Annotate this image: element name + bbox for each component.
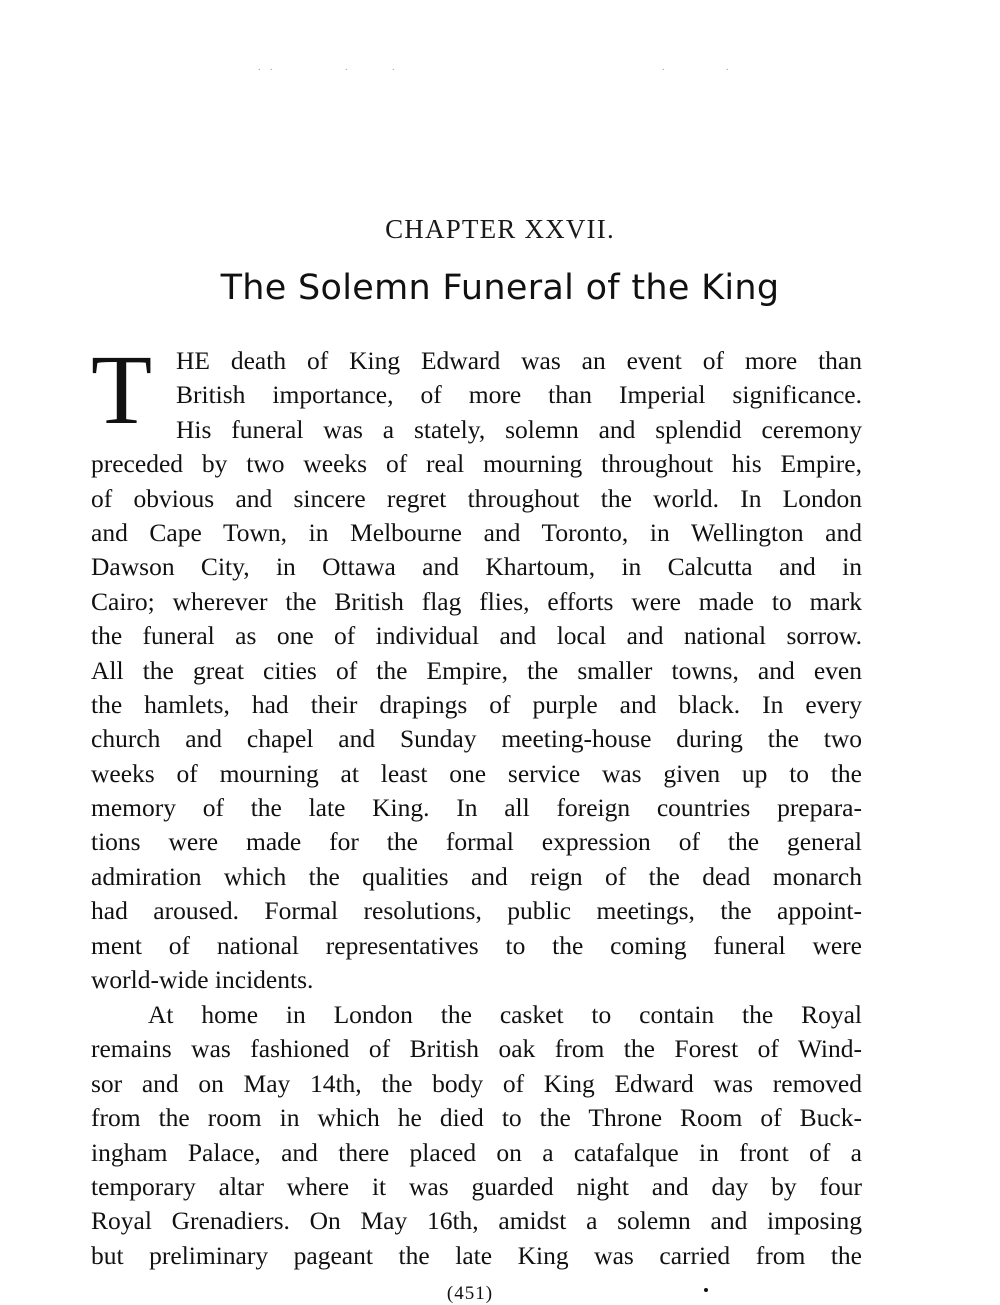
scan-marks: . . . . . .	[258, 62, 729, 73]
text-line: and Cape Town, in Melbourne and Toronto, in Wellington and	[91, 517, 862, 547]
text-line: of obvious and sincere regret throughout the world. In London	[91, 483, 862, 513]
text-line: preceded by two weeks of real mourning throughout his Empire,	[91, 449, 862, 479]
text-line: His funeral was a stately, solemn and splendid ceremony	[176, 414, 862, 444]
paragraph-2	[91, 998, 862, 1273]
text-line: remains was fashioned of British oak from the Forest of Wind-	[91, 1034, 862, 1064]
text-line: the funeral as one of individual and local and national sorrow.	[91, 621, 862, 651]
text-line: At home in London the casket to contain the Royal	[148, 1000, 862, 1029]
text-line: Dawson City, in Ottawa and Khartoum, in Calcutta and in	[91, 552, 862, 582]
text-line: memory of the late King. In all foreign countries prepara-	[91, 793, 862, 823]
text-line: world-wide incidents.	[91, 965, 314, 995]
chapter-number: CHAPTER XXVII.	[385, 214, 615, 244]
text-line: Royal Grenadiers. On May 16th, amidst a solemn and imposing	[91, 1206, 862, 1236]
drop-cap: T	[91, 334, 153, 445]
text-line: HE death of King Edward was an event of more than	[176, 346, 862, 375]
text-line: temporary altar where it was guarded night and day by four	[91, 1171, 862, 1201]
text-line: British importance, of more than Imperial significance.	[176, 380, 862, 410]
text-line: Cairo; wherever the British flag flies, efforts were made to mark	[91, 586, 862, 616]
ink-speck	[704, 1288, 708, 1292]
text-line: had aroused. Formal resolutions, public meetings, the appoint-	[91, 896, 862, 926]
text-line: ment of national representatives to the coming funeral were	[91, 930, 862, 960]
paragraph-1	[91, 344, 862, 997]
text-line: from the room in which he died to the Throne Room of Buck-	[91, 1103, 862, 1133]
text-line: admiration which the qualities and reign of the dead monarch	[91, 861, 862, 891]
text-line: sor and on May 14th, the body of King Edward was removed	[91, 1068, 862, 1098]
text-line: but preliminary pageant the late King was carried from the	[91, 1240, 862, 1270]
text-line: weeks of mourning at least one service was given up to the	[91, 758, 862, 788]
chapter-title: The Solemn Funeral of the King	[220, 268, 780, 308]
page-number: (451)	[446, 1283, 494, 1304]
text-line: the hamlets, had their drapings of purple and black. In every	[91, 689, 862, 719]
text-line: tions were made for the formal expression of the general	[91, 827, 862, 857]
text-line: church and chapel and Sunday meeting-house during the two	[91, 724, 862, 754]
text-line: All the great cities of the Empire, the smaller towns, and even	[91, 655, 862, 685]
text-line: ingham Palace, and there placed on a catafalque in front of a	[91, 1137, 862, 1167]
